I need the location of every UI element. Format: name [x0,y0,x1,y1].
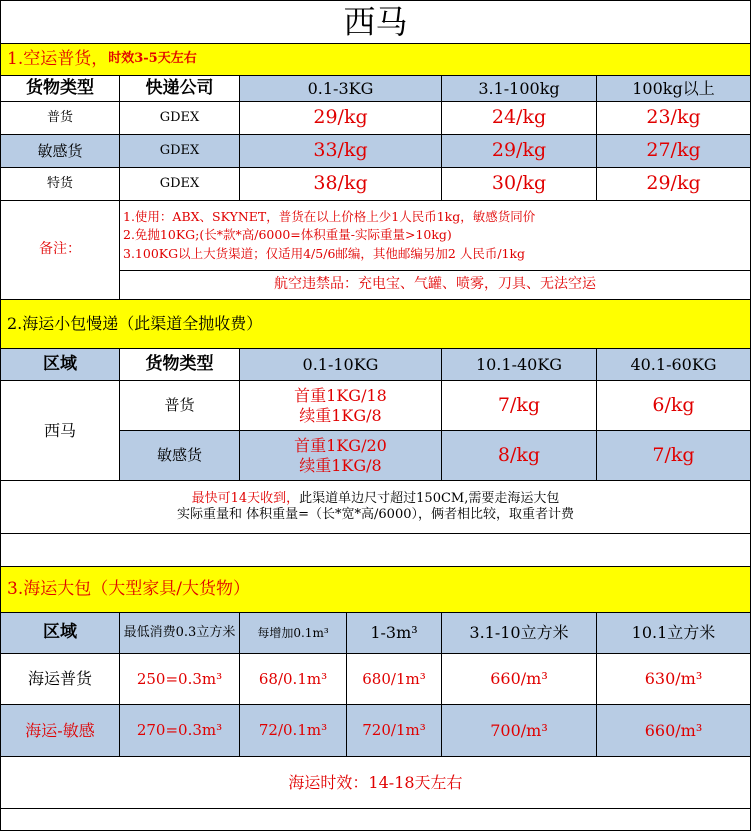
s1-row2-company: GDEX [120,135,240,168]
s2-row2-price2: 8/kg [442,431,597,481]
s2-col-price1: 0.1-10KG [240,349,442,381]
s1-row1-type: 普货 [0,102,120,135]
section2-heading: 2.海运小包慢递（此渠道全抛收费） [0,300,751,349]
s1-row2-price1: 33/kg [240,135,442,168]
s2-row1-first-weight: 首重1KG/18 [294,385,387,405]
s3-col-price3: 10.1立方米 [597,613,751,654]
s2-row1-extra-weight: 续重1KG/8 [299,405,382,425]
s1-row2-price3: 27/kg [597,135,751,168]
section1-heading-main: 1.空运普货， [7,48,109,69]
s2-note-line2: 实际重量和 体积重量=（长*宽*高/6000），俩者相比较，取重者计费 [177,507,574,522]
s2-note-fastest: 最快可14天收到， [191,490,300,506]
s2-row2-extra-weight: 续重1KG/8 [299,455,382,475]
s1-row1-price2: 24/kg [442,102,597,135]
s1-row1-company: GDEX [120,102,240,135]
s3-row1-increment: 68/0.1m³ [240,654,347,705]
s1-row2-type: 敏感货 [0,135,120,168]
section1-heading-note: 时效3-5天左右 [108,51,197,67]
s3-row2-price2: 700/m³ [442,705,597,757]
s2-col-region: 区域 [0,349,120,381]
s3-col-increment: 每增加0.1m³ [240,613,347,654]
s1-col-price3: 100kg以上 [597,76,751,102]
s3-col-price1: 1-3m³ [347,613,442,654]
s1-row3-type: 特货 [0,168,120,201]
s1-remark-3: 3.100KG以上大货渠道；仅适用4/5/6邮编，其他邮编另加2 人民币/1kg [123,245,526,261]
s1-col-price2: 3.1-100kg [442,76,597,102]
page-title: 西马 [0,0,751,44]
s1-row1-price1: 29/kg [240,102,442,135]
s1-col-price1: 0.1-3KG [240,76,442,102]
section1-heading [0,44,751,76]
s3-row1-price2: 660/m³ [442,654,597,705]
s2-region-cell: 西马 [0,381,120,481]
s2-note-size-limit: 此渠道单边尺寸超过150CM,需要走海运大包 [299,490,560,506]
s1-row2-price2: 29/kg [442,135,597,168]
s1-row3-company: GDEX [120,168,240,201]
s2-col-price2: 10.1-40KG [442,349,597,381]
s3-row2-increment: 72/0.1m³ [240,705,347,757]
s2-row2-price3: 7/kg [597,431,751,481]
s2-row2-price1 [240,431,442,481]
s2-note [0,481,751,534]
section3-heading: 3.海运大包（大型家具/大货物） [0,567,751,613]
s1-remark-list [120,201,751,271]
s1-row3-price2: 30/kg [442,168,597,201]
s2-col-price3: 40.1-60KG [597,349,751,381]
s1-remark-1: 1.使用：ABX、SKYNET，普货在以上价格上少1人民币1kg，敏感货同价 [123,209,536,225]
s1-remark-label: 备注： [0,201,120,300]
s3-col-min [120,613,240,654]
s2-row2-type: 敏感货 [120,431,240,481]
s3-row1-price3: 630/m³ [597,654,751,705]
s3-row2-price1: 720/1m³ [347,705,442,757]
s2-row2-first-weight: 首重1KG/20 [294,435,387,455]
s2-row1-price1 [240,381,442,431]
s1-row3-price3: 29/kg [597,168,751,201]
s3-col-region: 区域 [0,613,120,654]
s3-row1-region: 海运普货 [0,654,120,705]
s3-timing: 海运时效：14-18天左右 [0,757,751,809]
s3-row1-price1: 680/1m³ [347,654,442,705]
s2-row1-price3: 6/kg [597,381,751,431]
s1-row1-price3: 23/kg [597,102,751,135]
s3-row2-price3: 660/m³ [597,705,751,757]
s1-prohibited-note: 航空违禁品：充电宝、气罐、喷雾，刀具、无法空运 [120,271,751,300]
s1-row3-price1: 38/kg [240,168,442,201]
s2-row1-price2: 7/kg [442,381,597,431]
s1-col-type: 货物类型 [0,76,120,102]
s3-row1-min: 250=0.3m³ [120,654,240,705]
s3-row2-region: 海运-敏感 [0,705,120,757]
s2-row1-type: 普货 [120,381,240,431]
s3-row2-min: 270=0.3m³ [120,705,240,757]
spacer-row [0,534,751,567]
s1-col-company: 快递公司 [120,76,240,102]
s1-remark-2: 2.免抛10KG;(长*款*高/6000=体积重量-实际重量>10kg) [123,227,452,243]
s2-note-line1 [192,491,560,507]
footer-blank-row [0,809,751,831]
s3-col-price2: 3.1-10立方米 [442,613,597,654]
s3-col-min-label: 最低消费0.3立方米 [123,625,236,641]
s2-col-type: 货物类型 [120,349,240,381]
